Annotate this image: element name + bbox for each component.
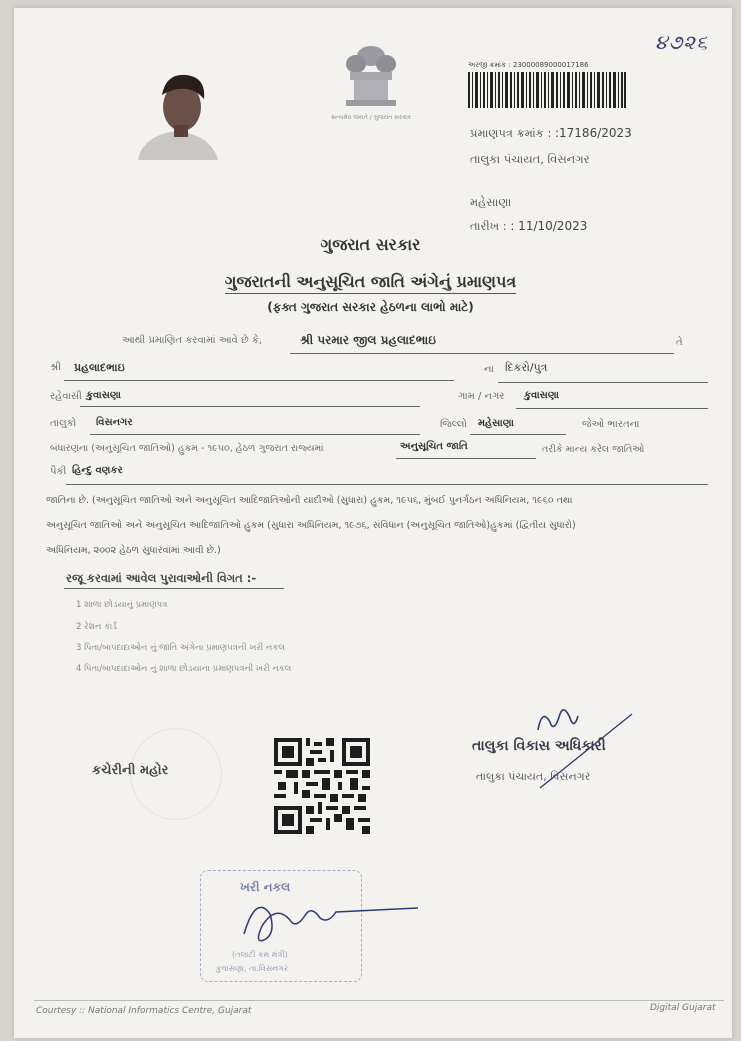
govt-title: ગુજરાત સરકાર [320,235,421,254]
certificate-subtitle: (ફક્ત ગુજરાત સરકાર હેઠળના લાભો માટે) [267,300,474,314]
village-label: ગામ / નગર [458,391,505,402]
district-underline [470,434,566,435]
handwritten-number: ૪૭૨૬ [655,30,709,54]
document-item: 3 પિતા/બાપદાદાઓન નું જાતિ અંગેના પ્રમાણપત્રની ખરી નકલ [76,643,285,653]
barcode-number: અરજી ક્રમાંક : 23000089000017186 [468,61,589,69]
te-text: તે [676,337,683,348]
certificate-number: :17186/2023 [554,126,632,140]
taluka-value: વિસનગર [96,417,133,428]
document-item: 4 પિતા/બાપદાદાઓન નું શાળા છોડયાના પ્રમાણપત્રની ખરી નકલ [76,664,292,674]
certificate-date-row [470,219,587,234]
certificate-number-row [470,126,632,141]
legal-line-2: અનુસૂચિત જાતિઓ અને અનુસૂચિત આદિજાતિઓ હુકમ (સુધારા અધિનિયમ, ૧૯૭૬, સંવિધાન (અનુસૂચિત જાતિઓ)હુકમાં (દ્વિતીય સુધારો) [46,520,576,531]
constitution-text: બંધારણના (અનુસૂચિત જાતિઓ) હુકમ - ૧૯૫૦, હેઠળ ગુજરાત રાજ્યમાં [50,443,324,454]
legal-line-1: જાતિના છે. (અનુસૂચિત જાતિઓ અને અનુસૂચિત આદિજાતિઓની યાદીઓ (સુધારા) હુકમ, ૧૯૫૬, મુંબઈ પુનર્ગઠન અધિનિયમ, ૧૯૬૦ તથા [46,495,573,506]
category-underline [396,458,536,459]
applicant-photo [128,65,226,160]
resident-underline [80,406,420,407]
talati-signature-icon [236,884,426,954]
recognized-text: તરીકે માન્ય કરેલ જાતિઓ [542,444,645,455]
documents-heading-underline [64,588,284,589]
father-name: પ્રહલાદભાઇ [74,361,125,374]
documents-heading: રજૂ કરવામાં આવેલ પુરાવાઓની વિગત :- [66,571,257,585]
caste-category: અનુસૂચિત જાતિ [400,441,468,452]
stamp-line-2: કુવાસણા, તા.વિસનગર [216,964,289,973]
document-item: 2 રેશન કાર્ડ [76,622,117,632]
district-label: જિલ્લો [440,419,467,430]
footer-brand: Digital Gujarat [650,1003,716,1013]
son-label: ના [484,364,494,375]
resident-label: રહેવાસી [50,391,82,402]
legal-paragraph [46,488,706,563]
father-underline [64,380,454,381]
footer-divider [34,1000,724,1001]
certificate-district: મહેસાણા [470,195,512,209]
son-underline [498,382,708,383]
certificate-title-text: ગુજરાતની અનુસૂચિત જાતિ અંગેનું પ્રમાણપત્ર [225,272,516,294]
qr-code-icon [274,738,370,834]
name-underline [290,353,674,354]
certificate-office: તાલુકા પંચાયત, વિસનગર [470,152,590,166]
certificate-date: : 11/10/2023 [510,219,588,233]
taluka-label: તાલુકો [50,418,77,429]
certify-text: આથી પ્રમાણિત કરવામાં આવે છે કે, [122,335,263,346]
document-item: 1 શાળા છોડયાનું પ્રમાણપત્ર [76,600,168,610]
village-value: કુવાસણા [524,390,560,401]
emblem-caption: સત્યમેવ જયતે / ગુજરાત સરકાર [331,114,411,121]
footer-courtesy: Courtesy :: National Informatics Centre, Gujarat [36,1006,252,1016]
resident-value: કુવાસણા [86,390,122,401]
legal-line-3: અધિનિયમ, ૨૦૦૨ હેઠળ સુધારવામાં આવી છે.) [46,545,221,556]
india-text: જેઓ ભારતના [582,419,640,430]
caste-underline [66,484,708,485]
state-emblem-icon [336,42,406,112]
stamp-line-1: (તલાટી કમ મંત્રી) [232,950,288,959]
officer-title: તાલુકા વિકાસ અધિકારી [472,738,606,754]
officer-office: તાલુકા પંચાયત, વિસનગર [476,770,591,783]
taluka-underline [90,434,420,435]
certificate-title [0,272,741,292]
caste-value: હિન્દુ વણકર [72,465,123,476]
caste-prefix: પૈકી [50,466,67,477]
applicant-name: શ્રી પરમાર જીલ પ્રહલાદભાઇ [300,333,436,347]
certificate-date-label: તારીખ : [470,219,507,233]
son-value: દિકરો/પુત્ર [505,361,548,374]
district-value: મહેસાણા [478,418,514,429]
certificate-number-label: પ્રમાણપત્ર ક્રમાંક : [470,126,552,140]
shri-text: શ્રી [50,362,62,373]
office-seal-label: કચેરીની મહોર [92,763,169,778]
true-copy-label: ખરી નકલ [240,880,291,894]
village-underline [516,408,708,409]
barcode-icon [468,72,626,108]
